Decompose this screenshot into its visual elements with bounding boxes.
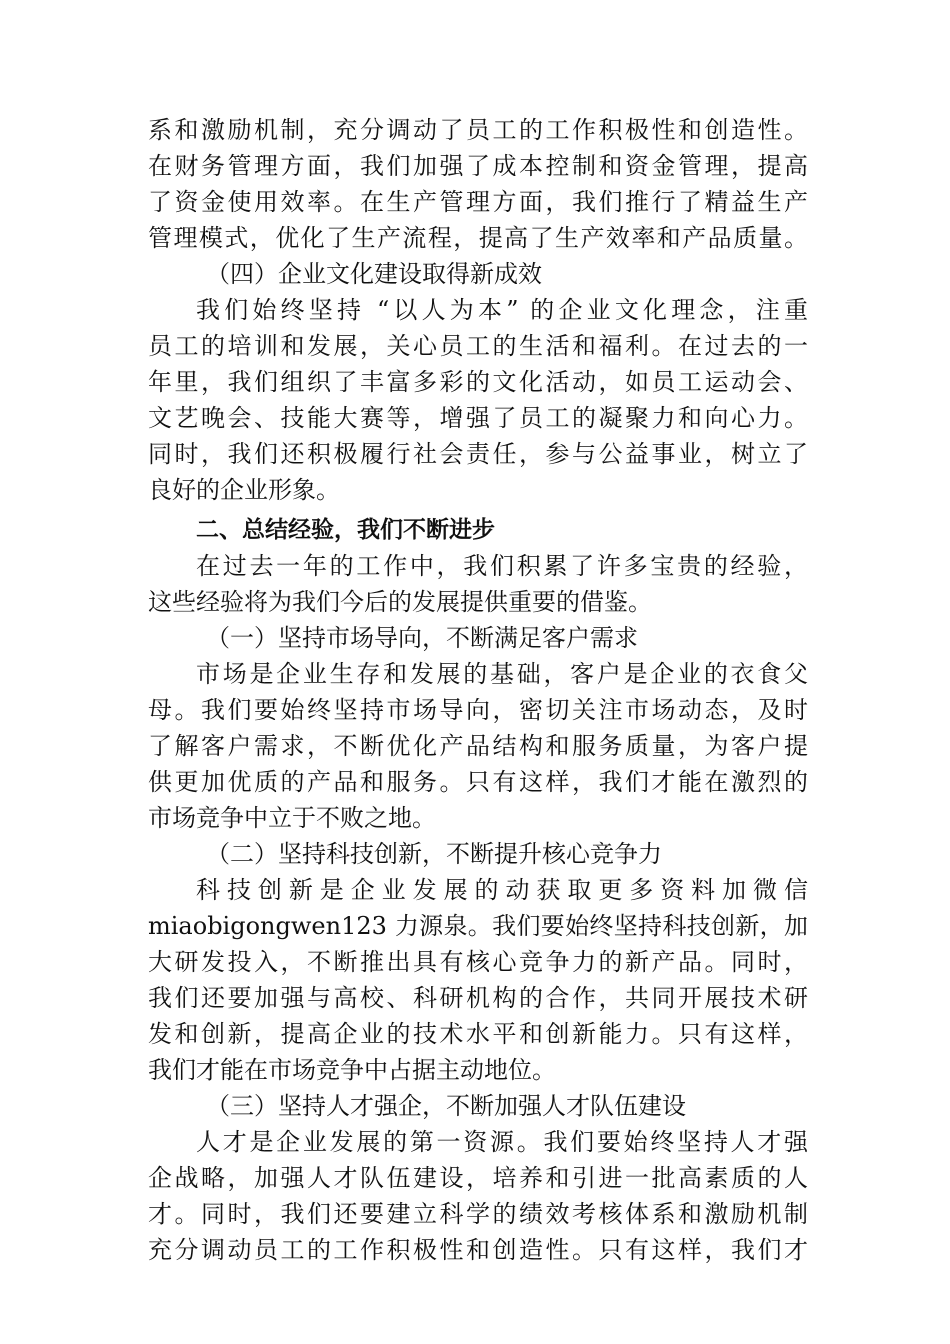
body-line: 良好的企业形象。: [148, 476, 340, 504]
body-line: 管理模式，优化了生产流程，提高了生产效率和产品质量。: [148, 224, 808, 252]
body-line: 了解客户需求，不断优化产品结构和服务质量，为客户提: [148, 732, 808, 760]
body-line: 我们还要加强与高校、科研机构的合作，共同开展技术研: [148, 984, 808, 1012]
body-line: 员工的培训和发展，关心员工的生活和福利。在过去的一: [148, 332, 808, 360]
document-page: [148, 112, 808, 1268]
paragraph-first-line: 在过去一年的工作中，我们积累了许多宝贵的经验，: [196, 552, 808, 580]
body-line: 供更加优质的产品和服务。只有这样，我们才能在激烈的: [148, 768, 808, 796]
paragraph-first-line: 人才是企业发展的第一资源。我们要始终坚持人才强: [196, 1128, 808, 1156]
body-line: 在财务管理方面，我们加强了成本控制和资金管理，提高: [148, 152, 808, 180]
body-line: 文艺晚会、技能大赛等，增强了员工的凝聚力和向心力。: [148, 404, 808, 432]
body-line: 充分调动员工的工作积极性和创造性。只有这样，我们才: [148, 1236, 808, 1264]
body-line: 我们才能在市场竞争中占据主动地位。: [148, 1056, 556, 1084]
body-line: 发和创新，提高企业的技术水平和创新能力。只有这样，: [148, 1020, 808, 1048]
body-line: 大研发投入，不断推出具有核心竞争力的新产品。同时，: [148, 948, 808, 976]
body-line: 同时，我们还积极履行社会责任，参与公益事业，树立了: [148, 440, 808, 468]
paragraph-first-line: 我们始终坚持 “以人为本” 的企业文化理念，注重: [196, 296, 808, 324]
subheading-culture: （四）企业文化建设取得新成效: [206, 260, 542, 288]
paragraph-first-line: 市场是企业生存和发展的基础，客户是企业的衣食父: [196, 660, 808, 688]
paragraph-first-line: 科技创新是企业发展的动获取更多资料加微信: [196, 876, 808, 904]
body-line: 了资金使用效率。在生产管理方面，我们推行了精益生产: [148, 188, 808, 216]
section-heading: 二、总结经验，我们不断进步: [196, 517, 495, 543]
body-line: 年里，我们组织了丰富多彩的文化活动，如员工运动会、: [148, 368, 808, 396]
subheading-technology: （二）坚持科技创新，不断提升核心竞争力: [206, 840, 662, 868]
body-line: miaobigongwen123 力源泉。我们要始终坚持科技创新，加: [148, 912, 808, 940]
body-line: 企战略，加强人才队伍建设，培养和引进一批高素质的人: [148, 1164, 808, 1192]
subheading-market: （一）坚持市场导向，不断满足客户需求: [206, 624, 638, 652]
subheading-talent: （三）坚持人才强企，不断加强人才队伍建设: [206, 1092, 686, 1120]
body-line: 市场竞争中立于不败之地。: [148, 804, 436, 832]
body-line: 系和激励机制，充分调动了员工的工作积极性和创造性。: [148, 116, 808, 144]
body-line: 母。我们要始终坚持市场导向，密切关注市场动态，及时: [148, 696, 808, 724]
body-line: 才。同时，我们还要建立科学的绩效考核体系和激励机制: [148, 1200, 808, 1228]
body-line: 这些经验将为我们今后的发展提供重要的借鉴。: [148, 588, 652, 616]
